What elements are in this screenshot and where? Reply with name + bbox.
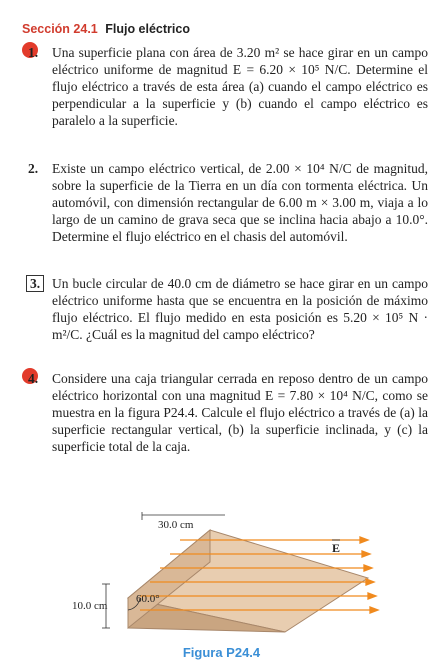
problem-2	[30, 160, 428, 245]
section-heading	[22, 22, 190, 36]
label-angle: 60.0°	[136, 593, 160, 605]
label-height: 10.0 cm	[72, 600, 108, 612]
section-title: Flujo eléctrico	[105, 22, 190, 36]
problem-text: Un bucle circular de 40.0 cm de diámetro se hace girar en un campo eléctrico uniforme hasta que se encuentra en la posición de máximo flujo eléctrico. El flujo medido en esta posición es 5.20 × 10⁵ N · m²/C. ¿Cuál es la magnitud del campo eléctrico?	[52, 276, 428, 342]
label-field: E	[332, 541, 341, 555]
figure-p24-4	[70, 510, 390, 635]
problem-number: 2.	[28, 161, 39, 176]
section-number: Sección 24.1	[22, 22, 98, 36]
figure-caption: Figura P24.4	[182, 645, 261, 660]
problem-number: 4.	[28, 371, 39, 386]
problem-text: Una superficie plana con área de 3.20 m² se hace girar en un campo eléctrico uniforme de magnitud E = 6.20 × 10⁵ N/C. Determine el flujo eléctrico a través de esta área (a) cuando el campo eléctrico es perpendicular a la superficie y (b) cuando el campo eléctrico es paralelo a la superficie.	[52, 45, 428, 128]
problem-number: 3.	[26, 275, 44, 292]
problem-number: 1.	[28, 45, 39, 60]
label-length: 30.0 cm	[158, 519, 194, 531]
problem-text: Considere una caja triangular cerrada en reposo dentro de un campo eléctrico horizontal con una magnitud E = 7.80 × 10⁴ N/C, como se muestra en la figura P24.4. Calcule el flujo eléctrico a través de (a) la superficie rectangular vertical, (b) la superficie inclinada, y (c) la superficie total de la caja.	[52, 371, 428, 454]
problem-3	[30, 275, 428, 343]
problem-1	[30, 44, 428, 129]
problem-text: Existe un campo eléctrico vertical, de 2.00 × 10⁴ N/C de magnitud, sobre la superficie de la Tierra en un día con tormenta eléctrica. Un automóvil, con dimensión rectangular de 6.00 m × 3.00 m, viaja a lo largo de un camino de grava seca que se inclina hacia abajo a 10.0°. Determine el flujo eléctrico en el chasis del automóvil.	[52, 161, 428, 244]
problem-4	[30, 370, 428, 455]
